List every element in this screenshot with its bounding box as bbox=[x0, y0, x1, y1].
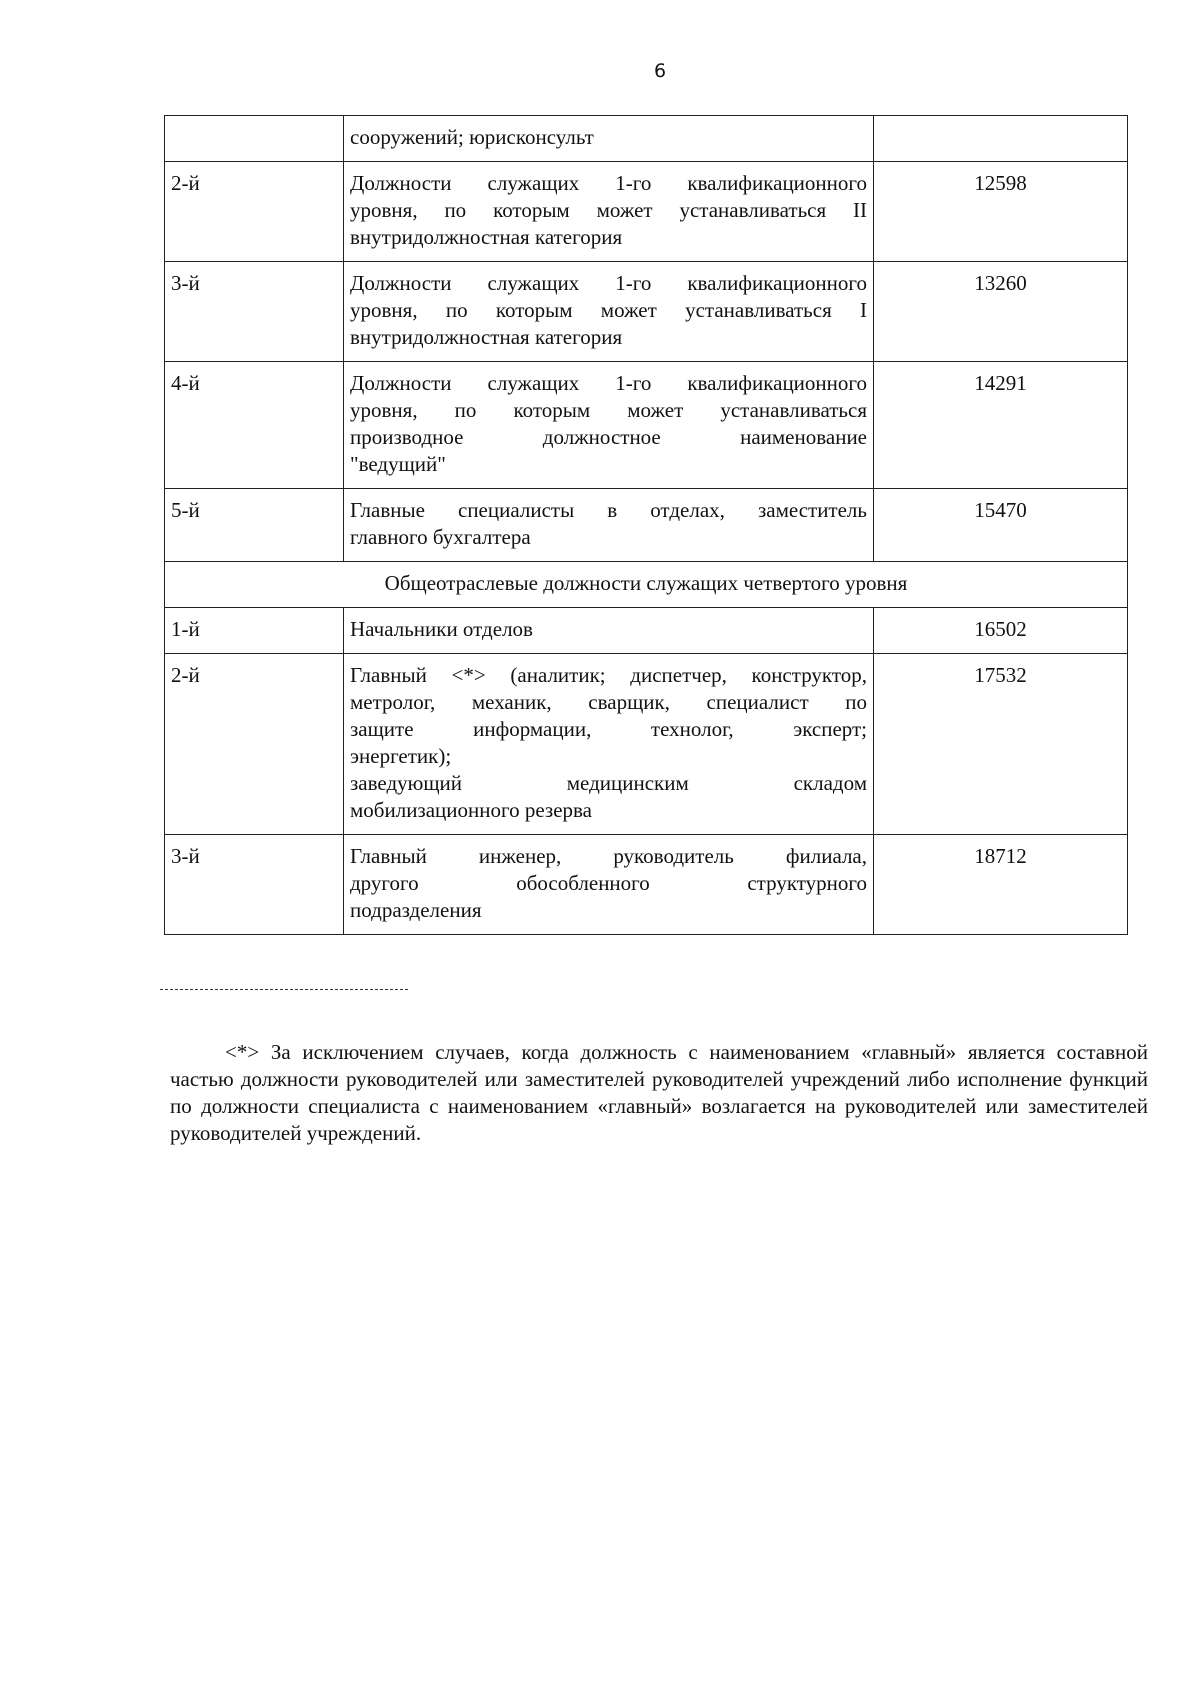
salary-cell: 15470 bbox=[874, 489, 1128, 562]
position-line: метролог, механик, сварщик, специалист по bbox=[350, 690, 867, 714]
position-line: уровня, по которым может устанавливаться II bbox=[350, 198, 867, 222]
position-line: защите информации, технолог, эксперт; bbox=[350, 717, 867, 741]
footnote-text: <*> За исключением случаев, когда должность с наименованием «главный» является составной частью должности руководителей или заместителей руководителей учреждений либо исполнение функций по должности специалиста с наименованием «главный» возлагается на руководителей или заместителей руководителей учреждений. bbox=[170, 1040, 1148, 1145]
level-cell bbox=[165, 116, 344, 162]
level-cell: 5-й bbox=[165, 489, 344, 562]
position-line: сооружений; юрисконсульт bbox=[350, 125, 594, 149]
position-line: главного бухгалтера bbox=[350, 525, 531, 549]
position-line: Главный инженер, руководитель филиала, bbox=[350, 844, 867, 868]
position-cell bbox=[344, 362, 874, 489]
section-title: Общеотраслевые должности служащих четвертого уровня bbox=[165, 562, 1128, 608]
level-cell: 3-й bbox=[165, 835, 344, 935]
position-cell bbox=[344, 116, 874, 162]
footnote-separator bbox=[160, 989, 408, 990]
table-row bbox=[165, 608, 1128, 654]
table-row bbox=[165, 362, 1128, 489]
salary-cell: 14291 bbox=[874, 362, 1128, 489]
position-line: подразделения bbox=[350, 898, 482, 922]
position-line: другого обособленного структурного bbox=[350, 871, 867, 895]
table-row bbox=[165, 835, 1128, 935]
salary-cell bbox=[874, 116, 1128, 162]
salary-cell: 13260 bbox=[874, 262, 1128, 362]
level-cell: 1-й bbox=[165, 608, 344, 654]
position-cell bbox=[344, 835, 874, 935]
position-line: внутридолжностная категория bbox=[350, 225, 623, 249]
salary-cell: 12598 bbox=[874, 162, 1128, 262]
table-row bbox=[165, 654, 1128, 835]
position-line: Должности служащих 1-го квалификационного bbox=[350, 271, 867, 295]
position-line: уровня, по которым может устанавливаться bbox=[350, 398, 867, 422]
level-cell: 4-й bbox=[165, 362, 344, 489]
position-line: Начальники отделов bbox=[350, 617, 533, 641]
position-cell bbox=[344, 608, 874, 654]
position-line: мобилизационного резерва bbox=[350, 798, 592, 822]
level-cell: 3-й bbox=[165, 262, 344, 362]
level-cell: 2-й bbox=[165, 654, 344, 835]
salary-table bbox=[164, 115, 1128, 935]
table-row bbox=[165, 262, 1128, 362]
position-line: внутридолжностная категория bbox=[350, 325, 623, 349]
position-cell bbox=[344, 162, 874, 262]
position-cell bbox=[344, 489, 874, 562]
position-line: "ведущий" bbox=[350, 452, 446, 476]
salary-cell: 16502 bbox=[874, 608, 1128, 654]
page-number: 6 bbox=[653, 60, 667, 82]
position-line: Должности служащих 1-го квалификационного bbox=[350, 171, 867, 195]
position-line: Главные специалисты в отделах, заместитель bbox=[350, 498, 867, 522]
section-row bbox=[165, 562, 1128, 608]
salary-cell: 18712 bbox=[874, 835, 1128, 935]
table-row bbox=[165, 162, 1128, 262]
position-line: Должности служащих 1-го квалификационного bbox=[350, 371, 867, 395]
position-line: заведующий медицинским складом bbox=[350, 771, 867, 795]
position-line: производное должностное наименование bbox=[350, 425, 867, 449]
table-row bbox=[165, 489, 1128, 562]
position-line: Главный <*> (аналитик; диспетчер, конструктор, bbox=[350, 663, 867, 687]
position-line: энергетик); bbox=[350, 744, 452, 768]
level-cell: 2-й bbox=[165, 162, 344, 262]
position-cell bbox=[344, 262, 874, 362]
salary-cell: 17532 bbox=[874, 654, 1128, 835]
position-cell bbox=[344, 654, 874, 835]
table-row bbox=[165, 116, 1128, 162]
position-line: уровня, по которым может устанавливаться I bbox=[350, 298, 867, 322]
